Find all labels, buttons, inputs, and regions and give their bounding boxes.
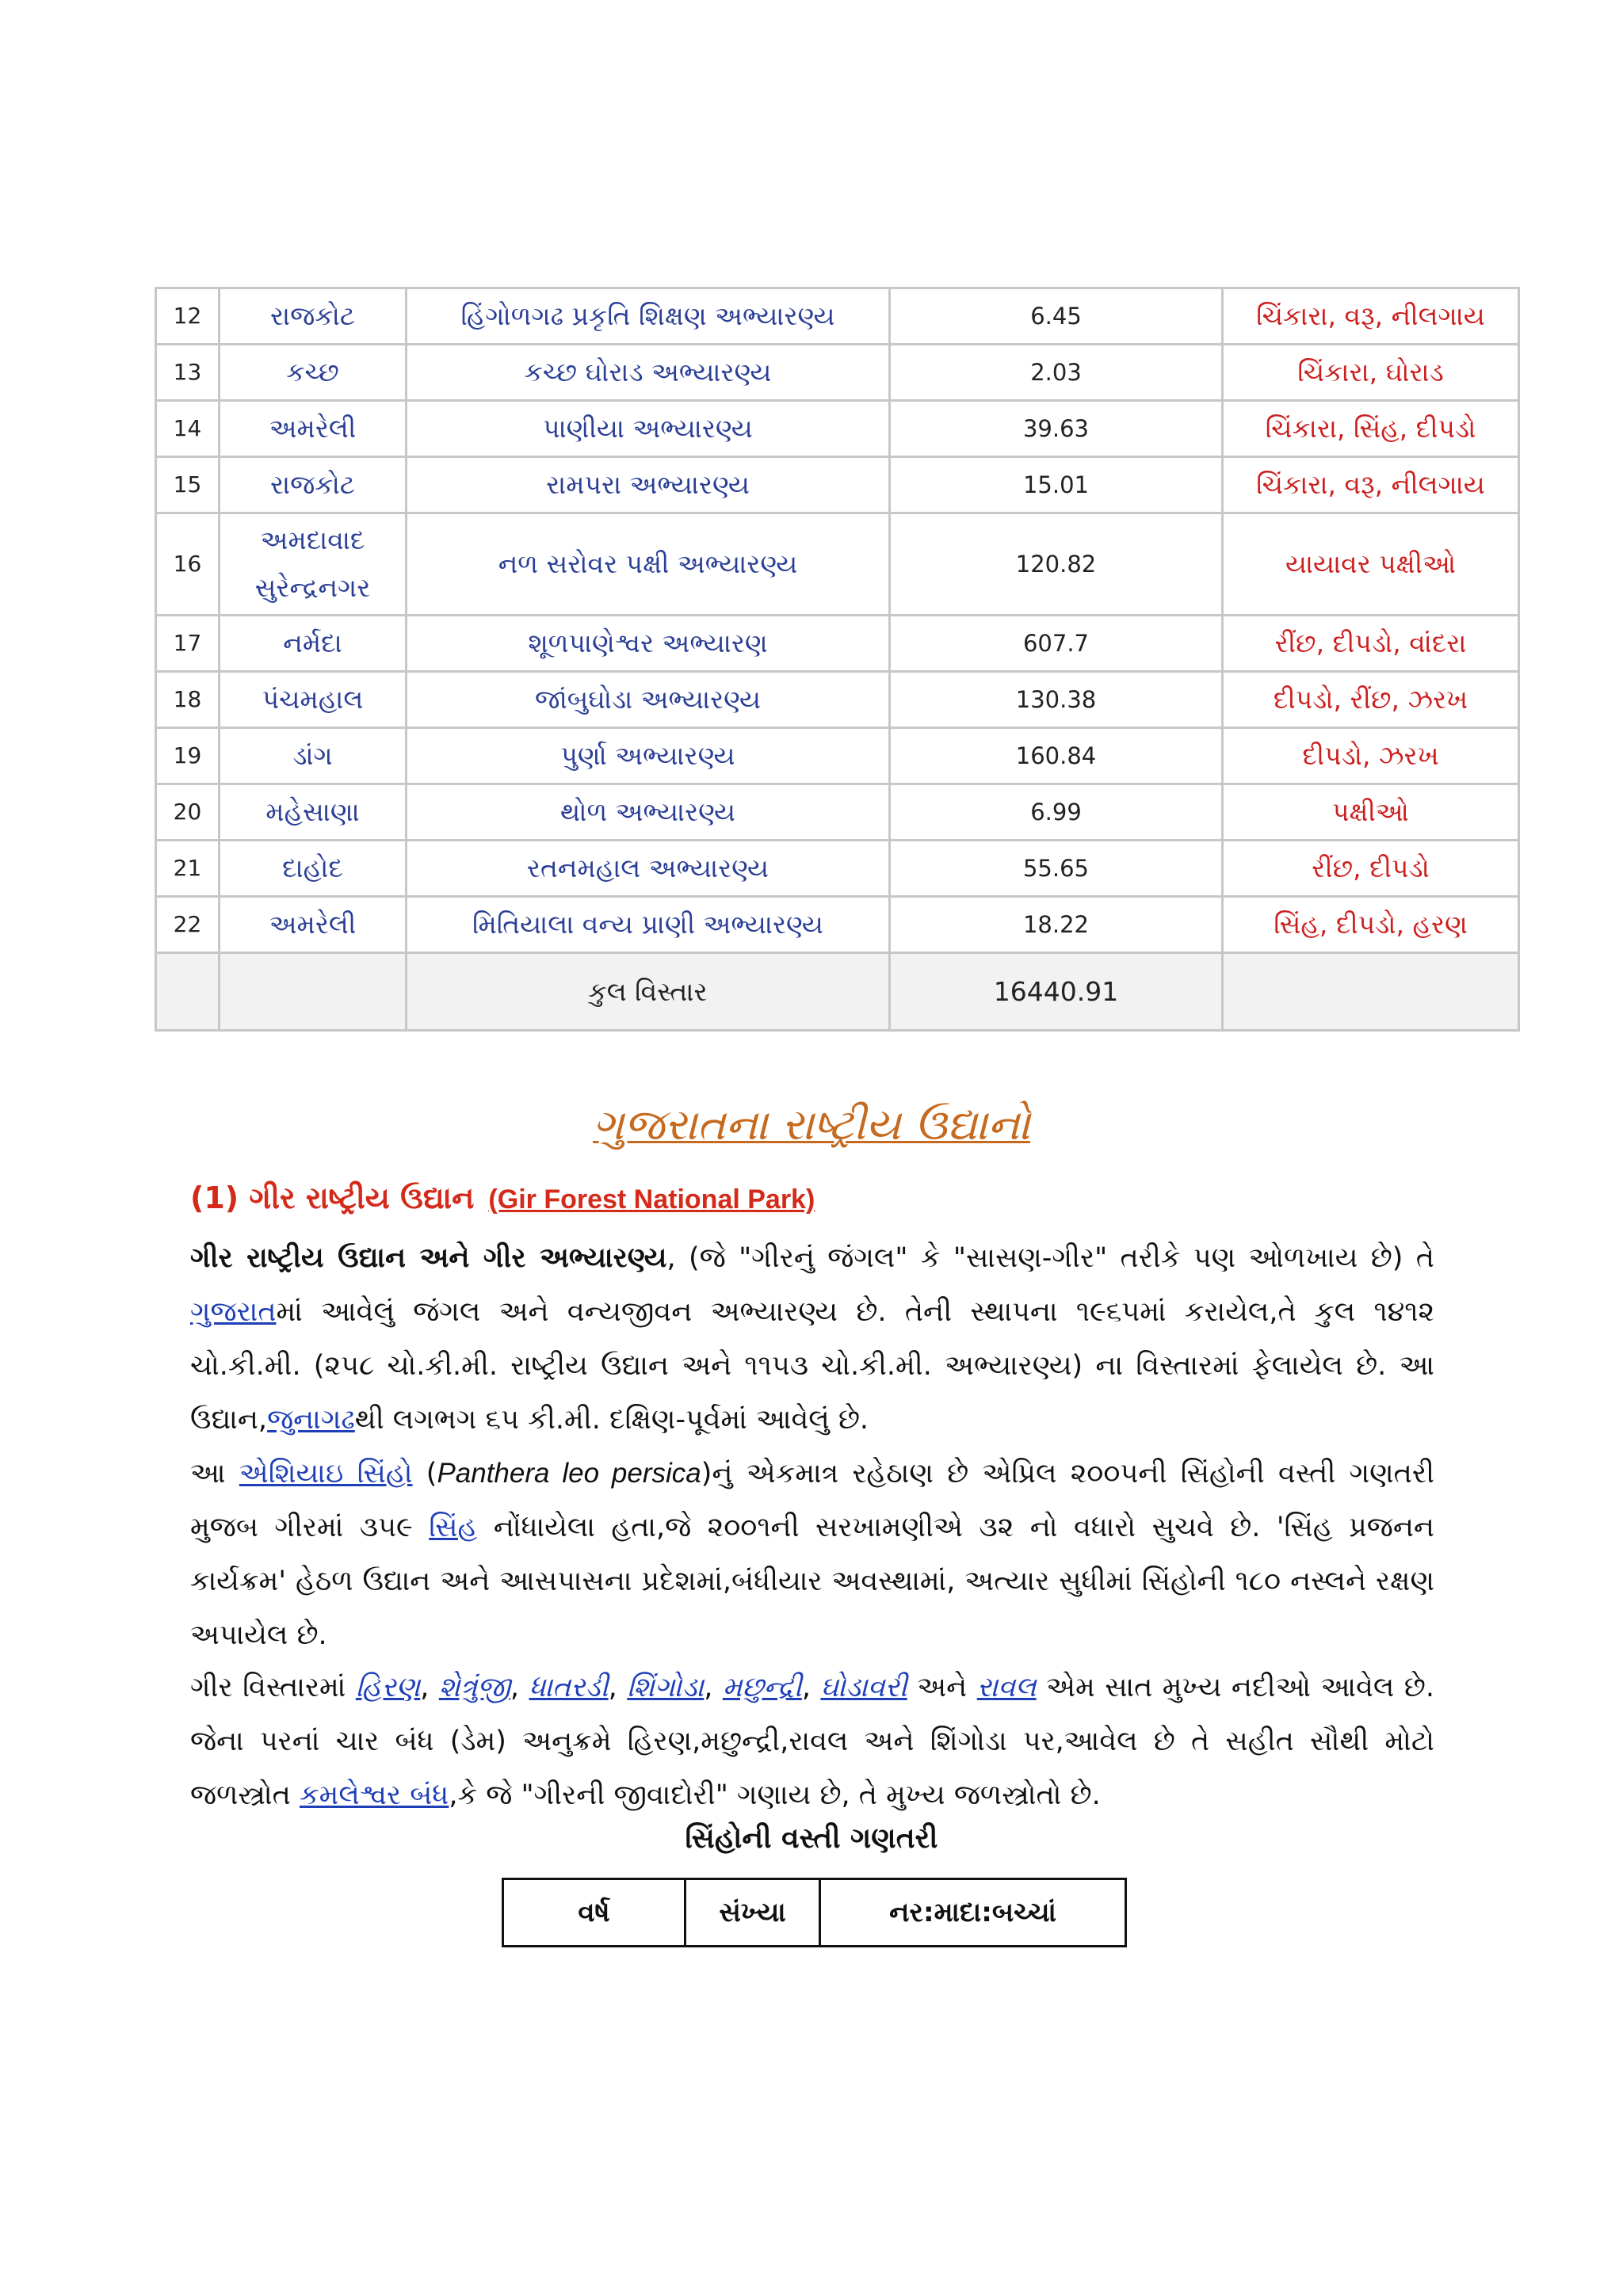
para3-text: એમ સાત મુખ્ય નદીઓ આવેલ છે. જેના પરનાં ચાર બંધ (ડેમ) અનુક્રમે હિરણ,મછુન્દ્રી,રાવલ અને શિંગોડા પર,આવેલ છે તે સહીત સૌથી મોટો જળસ્ત્રોત xyxy=(190,1672,1434,1811)
header-ratio: નર:માદા:બચ્ચાં xyxy=(820,1879,1126,1947)
sanctuary-name: પુર્ણા અભ્યારણ્ય xyxy=(407,728,890,784)
link-asiatic-lions[interactable]: એશિયાઇ સિંહો xyxy=(239,1458,413,1489)
latin-name: Panthera leo persica xyxy=(437,1458,701,1489)
sanctuary-name: હિંગોળગઢ પ્રકૃતિ શિક્ષણ અભ્યારણ્ય xyxy=(407,288,890,345)
link-river[interactable]: ધાતરડી xyxy=(529,1672,609,1703)
para3-text: ,કે જે "ગીરની જીવાદોરી" ગણાય છે, તે મુખ્ય જળસ્ત્રોતો છે. xyxy=(449,1779,1101,1811)
animals-list: દીપડો, રીંછ, ઝરખ xyxy=(1223,672,1519,728)
link-lion[interactable]: સિંહ xyxy=(429,1512,478,1543)
lion-table-header-row xyxy=(503,1879,1126,1947)
total-empty-cell xyxy=(220,953,407,1031)
park-number: (1) xyxy=(190,1180,239,1215)
table-row xyxy=(156,672,1519,728)
table-row xyxy=(156,288,1519,345)
sanctuary-name: પાણીયા અભ્યારણ્ય xyxy=(407,401,890,457)
para1-lead: ગીર રાષ્ટ્રીય ઉદ્યાન અને ગીર અભ્યારણ્ય xyxy=(190,1242,667,1274)
link-river[interactable]: શિંગોડા xyxy=(627,1672,705,1703)
link-river[interactable]: હિરણ xyxy=(355,1672,421,1703)
animals-list: ચિંકારા, વરૂ, નીલગાય xyxy=(1223,457,1519,513)
animals-list: પક્ષીઓ xyxy=(1223,784,1519,841)
paragraph-lions xyxy=(190,1447,1434,1662)
area-value: 130.38 xyxy=(890,672,1223,728)
link-junagadh[interactable]: જુનાગઢ xyxy=(267,1404,355,1436)
animals-list: રીંછ, દીપડો, વાંદરા xyxy=(1223,616,1519,672)
table-row xyxy=(156,345,1519,401)
row-number: 18 xyxy=(156,672,220,728)
area-value: 55.65 xyxy=(890,841,1223,897)
district-cell: પંચમહાલ xyxy=(220,672,407,728)
section-title-text: ગુજરાતના રાષ્ટ્રીય ઉદ્યાનો xyxy=(593,1100,1030,1150)
row-number: 14 xyxy=(156,401,220,457)
header-count: સંખ્યા xyxy=(685,1879,820,1947)
para2-text: આ xyxy=(190,1458,239,1489)
total-area: 16440.91 xyxy=(890,953,1223,1031)
table-row xyxy=(156,513,1519,616)
district-cell: ડાંગ xyxy=(220,728,407,784)
animals-list: ચિંકારા, ઘોરાડ xyxy=(1223,345,1519,401)
sanctuary-name: જાંબુઘોડા અભ્યારણ્ય xyxy=(407,672,890,728)
lion-population-table xyxy=(502,1878,1127,1947)
table-row xyxy=(156,457,1519,513)
animals-list: યાયાવર પક્ષીઓ xyxy=(1223,513,1519,616)
animals-list: સિંહ, દીપડો, હરણ xyxy=(1223,897,1519,953)
district-cell: દાહોદ xyxy=(220,841,407,897)
area-value: 6.45 xyxy=(890,288,1223,345)
animals-list: ચિંકારા, વરૂ, નીલગાય xyxy=(1223,288,1519,345)
total-label: કુલ વિસ્તાર xyxy=(407,953,890,1031)
row-number: 12 xyxy=(156,288,220,345)
sanctuary-name: રામપરા અભ્યારણ્ય xyxy=(407,457,890,513)
district-cell: અમરેલી xyxy=(220,897,407,953)
park-title: ગીર રાષ્ટ્રીય ઉદ્યાન xyxy=(249,1180,475,1215)
row-number: 13 xyxy=(156,345,220,401)
area-value: 160.84 xyxy=(890,728,1223,784)
sanctuary-name: કચ્છ ઘોરાડ અભ્યારણ્ય xyxy=(407,345,890,401)
para3-text: અને xyxy=(907,1672,977,1703)
animals-list: દીપડો, ઝરખ xyxy=(1223,728,1519,784)
river-links: હિરણ, શેત્રુંજી, ધાતરડી, શિંગોડા, મછુન્દ્રી, ઘોડાવરી xyxy=(355,1672,907,1703)
sanctuary-table-body xyxy=(156,288,1519,953)
total-empty-cell xyxy=(1223,953,1519,1031)
district-cell: રાજકોટ xyxy=(220,288,407,345)
district-cell: નર્મદા xyxy=(220,616,407,672)
para2-text: ( xyxy=(412,1458,437,1489)
district-cell: અમરેલી xyxy=(220,401,407,457)
total-row xyxy=(156,953,1519,1031)
sanctuary-name: શૂળપાણેશ્વર અભ્યારણ xyxy=(407,616,890,672)
area-value: 18.22 xyxy=(890,897,1223,953)
table-row xyxy=(156,841,1519,897)
row-number: 15 xyxy=(156,457,220,513)
row-number: 16 xyxy=(156,513,220,616)
total-empty-cell xyxy=(156,953,220,1031)
link-gujarat[interactable]: ગુજરાત xyxy=(190,1296,277,1328)
table-row xyxy=(156,401,1519,457)
area-value: 120.82 xyxy=(890,513,1223,616)
link-river-raval[interactable]: રાવલ xyxy=(976,1672,1037,1703)
para2-text: નોંધાયેલા હતા,જે ૨૦૦૧ની સરખામણીએ ૩૨ નો વધારો સુચવે છે. 'સિંહ પ્રજનન કાર્યક્રમ' હેઠળ ઉદ્યાન અને આસપાસના પ્રદેશમાં,બંધીયાર અવસ્થામાં, અત્યાર સુધીમાં સિંહોની ૧૮૦ નસ્લને રક્ષણ અપાયેલ છે. xyxy=(190,1512,1434,1651)
area-value: 39.63 xyxy=(890,401,1223,457)
link-river[interactable]: શેત્રુંજી xyxy=(438,1672,510,1703)
district-cell: મહેસાણા xyxy=(220,784,407,841)
area-value: 6.99 xyxy=(890,784,1223,841)
area-value: 15.01 xyxy=(890,457,1223,513)
row-number: 20 xyxy=(156,784,220,841)
table-row xyxy=(156,616,1519,672)
park-heading xyxy=(190,1180,815,1216)
animals-list: ચિંકારા, સિંહ, દીપડો xyxy=(1223,401,1519,457)
section-title xyxy=(0,1100,1623,1150)
sanctuary-name: મિતિયાલા વન્ય પ્રાણી અભ્યારણ્ય xyxy=(407,897,890,953)
sanctuary-name: થોળ અભ્યારણ્ય xyxy=(407,784,890,841)
district-cell: કચ્છ xyxy=(220,345,407,401)
link-river[interactable]: મછુન્દ્રી xyxy=(722,1672,802,1703)
row-number: 21 xyxy=(156,841,220,897)
table-row xyxy=(156,784,1519,841)
row-number: 17 xyxy=(156,616,220,672)
district-cell xyxy=(220,513,407,616)
para1-text: , (જે "ગીરનું જંગલ" કે "સાસણ-ગીર" તરીકે પણ ઓળખાય છે) તે xyxy=(666,1242,1434,1274)
district-name: અમદાવાદ xyxy=(260,524,365,555)
area-value: 2.03 xyxy=(890,345,1223,401)
lion-table-caption: સિંહોની વસ્તી ગણતરી xyxy=(685,1822,938,1855)
district-name: સુરેન્દ્રનગર xyxy=(254,572,371,603)
sanctuary-table xyxy=(155,287,1520,1032)
paragraph-rivers xyxy=(190,1661,1434,1822)
row-number: 19 xyxy=(156,728,220,784)
para1-text: થી લગભગ ૬૫ કી.મી. દક્ષિણ-પૂર્વમાં આવેલું છે. xyxy=(354,1404,869,1436)
park-english-link[interactable]: (Gir Forest National Park) xyxy=(488,1184,815,1215)
area-value: 607.7 xyxy=(890,616,1223,672)
sanctuary-name: નળ સરોવર પક્ષી અભ્યારણ્ય xyxy=(407,513,890,616)
table-row xyxy=(156,897,1519,953)
animals-list: રીંછ, દીપડો xyxy=(1223,841,1519,897)
paragraph-intro xyxy=(190,1231,1434,1447)
sanctuary-name: રતનમહાલ અભ્યારણ્ય xyxy=(407,841,890,897)
para1-text: માં આવેલું જંગલ અને વન્યજીવન અભ્યારણ્ય છે. તેની સ્થાપના ૧૯૬૫માં કરાયેલ,તે કુલ ૧૪૧૨ ચો.કી.મી. (૨૫૮ ચો.કી.મી. રાષ્ટ્રીય ઉદ્યાન અને ૧૧૫૩ ચો.કી.મી. અભ્યારણ્ય) ના વિસ્તારમાં ફેલાયેલ છે. આ ઉદ્યાન, xyxy=(190,1296,1434,1436)
header-year: વર્ષ xyxy=(503,1879,685,1947)
link-kamleshwar-dam[interactable]: કમલેશ્વર બંધ xyxy=(299,1779,449,1811)
table-row xyxy=(156,728,1519,784)
link-river[interactable]: ઘોડાવરી xyxy=(820,1672,907,1703)
para3-text: ગીર વિસ્તારમાં xyxy=(190,1672,356,1703)
district-cell: રાજકોટ xyxy=(220,457,407,513)
row-number: 22 xyxy=(156,897,220,953)
para2-text: )નું એકમાત્ર રહેઠાણ છે એપ્રિલ ૨૦૦૫ની સિંહોની વસ્તી ગણતરી મુજબ ગીરમાં ૩૫૯ xyxy=(190,1458,1434,1543)
